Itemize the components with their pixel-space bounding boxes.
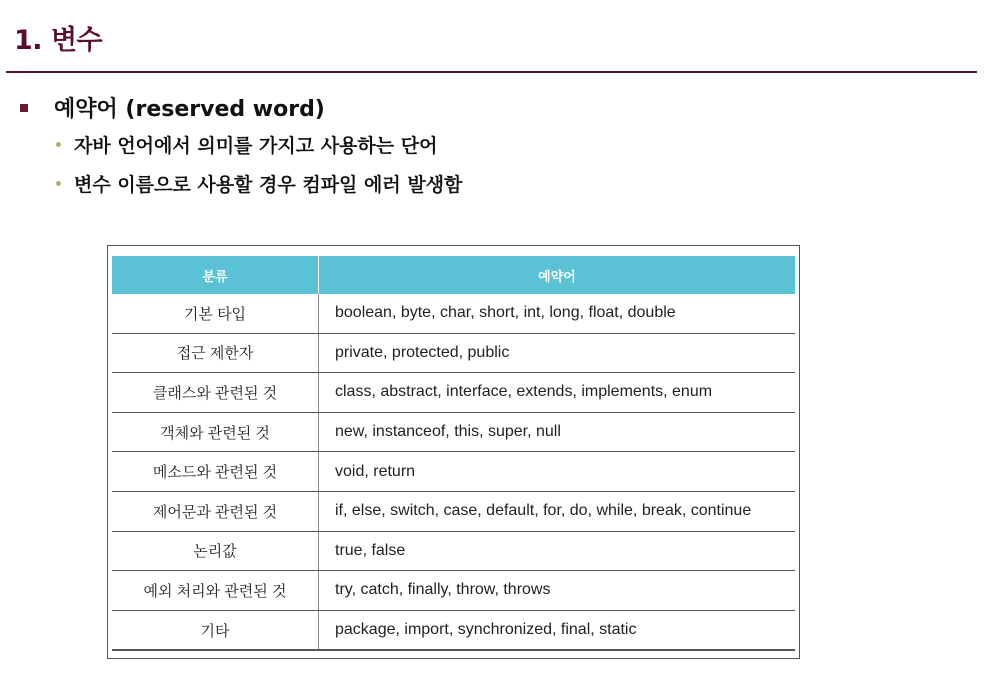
- category-cell: 객체와 관련된 것: [112, 412, 319, 452]
- category-cell: 접근 제한자: [112, 333, 319, 373]
- page-title: 1. 변수: [14, 25, 103, 56]
- dot-bullet-icon: [56, 142, 61, 147]
- category-cell: 기본 타입: [112, 294, 319, 333]
- table-row: [112, 333, 795, 373]
- category-cell: 기타: [112, 610, 319, 650]
- category-cell: 메소드와 관련된 것: [112, 452, 319, 492]
- reserved-words-table-frame: [107, 245, 800, 659]
- category-cell: 예외 처리와 관련된 것: [112, 571, 319, 611]
- title-divider: [6, 71, 977, 73]
- keywords-cell: if, else, switch, case, default, for, do, while, break, continue: [319, 491, 796, 531]
- table-row: [112, 412, 795, 452]
- table-row: [112, 373, 795, 413]
- keywords-cell: class, abstract, interface, extends, implements, enum: [319, 373, 796, 413]
- table-row: [112, 610, 795, 650]
- table-row: [112, 531, 795, 571]
- category-cell: 클래스와 관련된 것: [112, 373, 319, 413]
- table-row: [112, 294, 795, 333]
- sub-bullet: [56, 131, 437, 158]
- table-header-row: [112, 256, 795, 294]
- keywords-cell: try, catch, finally, throw, throws: [319, 571, 796, 611]
- reserved-words-table: [112, 256, 795, 651]
- header-category: 분류: [112, 256, 319, 294]
- category-cell: 제어문과 관련된 것: [112, 491, 319, 531]
- header-keywords: 예약어: [319, 256, 796, 294]
- keywords-cell: true, false: [319, 531, 796, 571]
- sub-bullet: [56, 170, 462, 197]
- square-bullet-icon: [20, 104, 28, 112]
- sub-bullet-text: 변수 이름으로 사용할 경우 컴파일 에러 발생함: [74, 174, 463, 196]
- keywords-cell: boolean, byte, char, short, int, long, float, double: [319, 294, 796, 333]
- dot-bullet-icon: [56, 181, 61, 186]
- keywords-cell: new, instanceof, this, super, null: [319, 412, 796, 452]
- table-row: [112, 452, 795, 492]
- category-cell: 논리값: [112, 531, 319, 571]
- keywords-cell: private, protected, public: [319, 333, 796, 373]
- main-bullet: [20, 92, 325, 123]
- sub-bullet-text: 자바 언어에서 의미를 가지고 사용하는 단어: [74, 135, 438, 157]
- main-bullet-text: 예약어 (reserved word): [54, 97, 325, 122]
- keywords-cell: void, return: [319, 452, 796, 492]
- table-row: [112, 491, 795, 531]
- keywords-cell: package, import, synchronized, final, static: [319, 610, 796, 650]
- table-row: [112, 571, 795, 611]
